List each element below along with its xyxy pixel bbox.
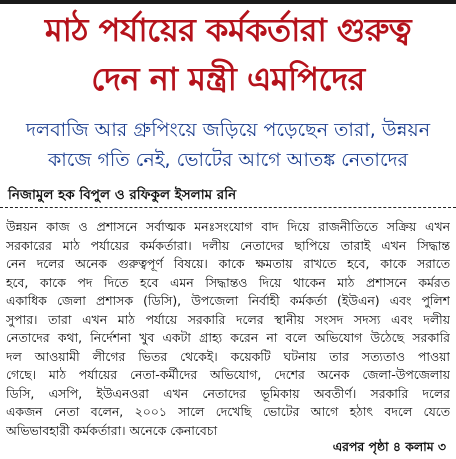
body-line: একজন নেতা বলেন, ২০০১ সালে দেখেছি ভোটের আগে হঠাৎ বদলে যেতে xyxy=(6,404,450,419)
top-border xyxy=(0,0,456,4)
body-line: গেছে। মাঠ পর্যায়ের নেতা-কর্মীদের অভিযোগ, দেশের অনেক জেলা-উপজেলায় xyxy=(6,367,450,382)
body-line: সুপার। তারা এখন মাঠ পর্যায়ে সরকারি দলের স্থানীয় সংসদ সদস্য এবং দলীয় xyxy=(6,311,450,327)
headline-line-2: দেন না মন্ত্রী এমপিদের xyxy=(91,60,365,98)
body-line: নেতাদের কথা, নির্দেশনা খুব একটা গ্রাহ্য করেন না বলে অভিযোগ উঠেছে সরকারি xyxy=(6,330,450,345)
body-line: নেন দলের অনেক গুরুত্বপূর্ণ বিষয়ে। কাকে ক্ষমতায় রাখতে হবে, কাকে সরাতে xyxy=(6,256,450,271)
byline: নিজামুল হক বিপুল ও রফিকুল ইসলাম রনি xyxy=(8,187,237,203)
body-line: হবে, কাকে পদ দিতে হবে এমন সিদ্ধান্তও দিয়ে থাকেন মাঠ প্রশাসনে কর্মরত xyxy=(6,274,450,290)
body-line: ডিসি, এসপি, ইউএনওরা এখন নেতাদের ভূমিকায় অবতীর্ণ। সরকারি দলের xyxy=(6,385,450,401)
body-line: একাধিক জেলা প্রশাসক (ডিসি), উপজেলা নির্বাহী কর্মকর্তা (ইউএন) এবং পুলিশ xyxy=(6,293,450,308)
continuation-note: এরপর পৃষ্ঠা ৪ কলাম ৩ xyxy=(332,439,446,454)
article-body xyxy=(6,218,450,440)
body-line: সরকারের মাঠ পর্যায়ের কর্মকর্তারা। দলীয় নেতাদের ছাপিয়ে তারাই এখন সিদ্ধান্ত xyxy=(6,237,450,253)
body-line: দল আওয়ামী লীগের ভিতর থেকেই। কয়েকটি ঘটনায় তার সত্যতাও পাওয়া xyxy=(6,348,450,364)
headline-line-1: মাঠ পর্যায়ের কর্মকর্তারা গুরুত্ব xyxy=(44,11,412,49)
body-line: উন্নয়ন কাজ ও প্রশাসনে সর্বাত্মক মনঃসংযোগ বাদ দিয়ে রাজনীতিতে সক্রিয় এখন xyxy=(6,219,450,234)
subheadline-line-1: দলবাজি আর গ্রুপিংয়ে জড়িয়ে পড়েছেন তারা, উন্নয়ন xyxy=(25,119,431,141)
body-line: অভিভাবহারী কর্মকর্তারা। অনেকে কেনাবেচা xyxy=(6,422,218,438)
subheadline-line-2: কাজে গতি নেই, ভোটের আগে আতঙ্ক নেতাদের xyxy=(47,149,409,171)
byline-divider xyxy=(0,207,456,208)
